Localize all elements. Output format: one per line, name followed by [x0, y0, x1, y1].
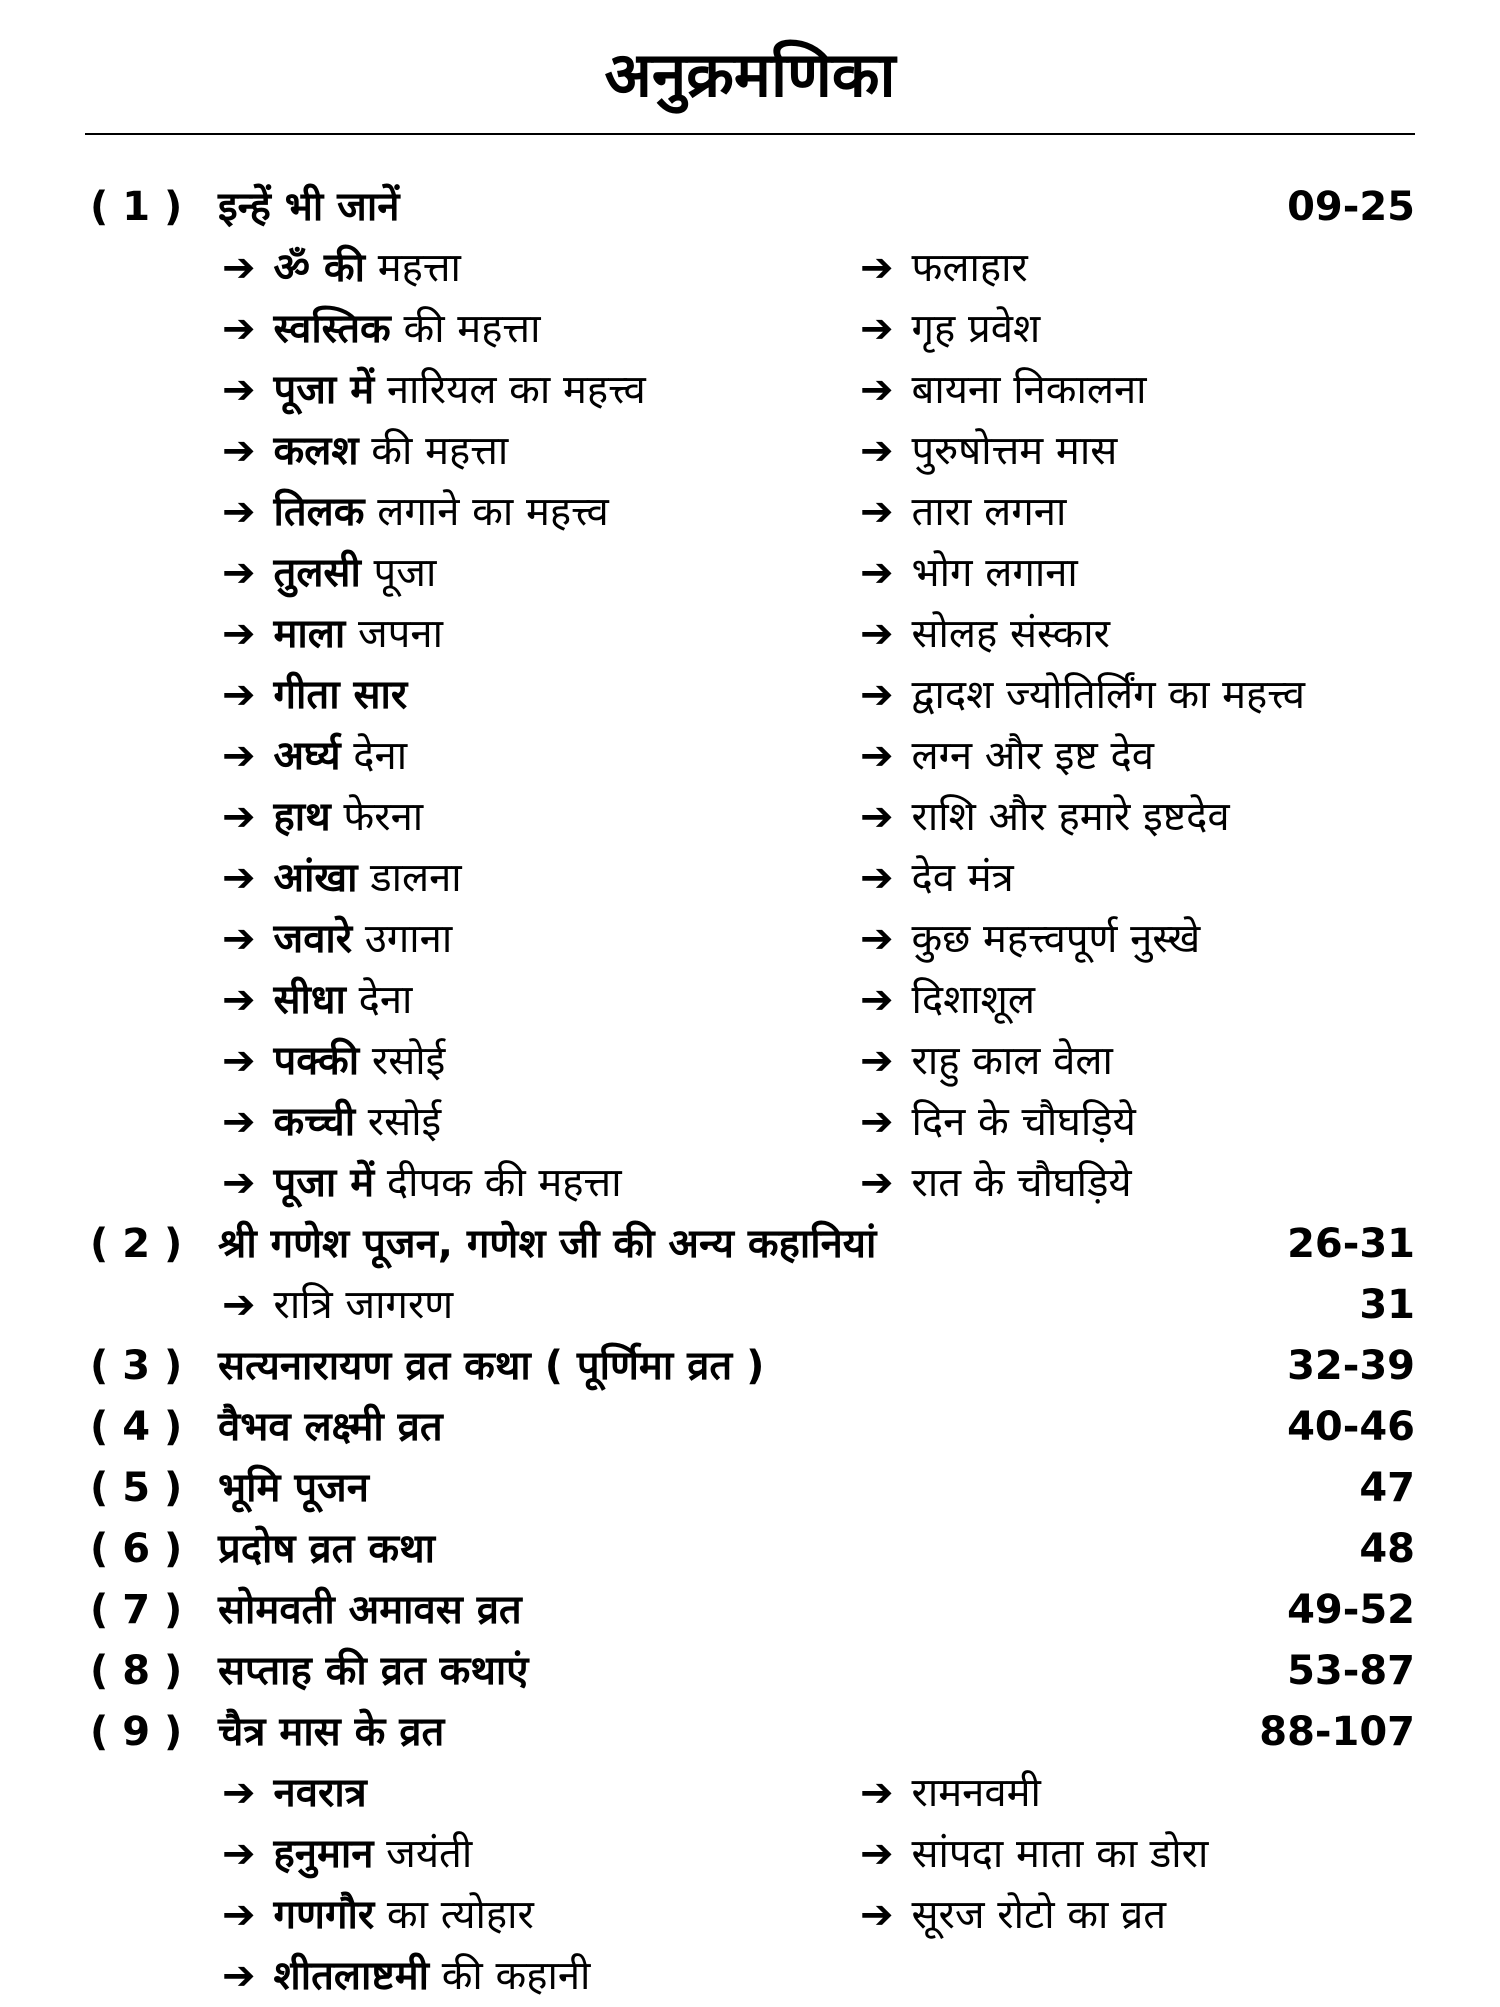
- subitem-left[interactable]: [222, 848, 462, 909]
- right-arrow-icon: ➔: [222, 916, 256, 962]
- toc-section-row[interactable]: [0, 1397, 1500, 1458]
- subitem-right-text: राहु काल वेला: [911, 1038, 1113, 1084]
- subitem-left-bold: स्वस्तिक: [273, 306, 391, 352]
- toc-subitem-row: [0, 726, 1500, 787]
- toc-subitem-row: [0, 909, 1500, 970]
- toc-subitem-row: [0, 848, 1500, 909]
- right-arrow-icon: ➔: [860, 916, 894, 962]
- right-arrow-icon: ➔: [222, 1282, 256, 1328]
- subitem-left[interactable]: [222, 665, 407, 726]
- subitem-right[interactable]: [860, 604, 1110, 665]
- subitem-right-text: पुरुषोत्तम मास: [911, 428, 1118, 474]
- section-number: ( 9 ): [90, 1709, 183, 1755]
- toc-subitem-row: [0, 299, 1500, 360]
- subitem-left-bold: माला: [273, 611, 346, 657]
- toc-section-row[interactable]: [0, 1336, 1500, 1397]
- right-arrow-icon: ➔: [860, 550, 894, 596]
- right-arrow-icon: ➔: [222, 245, 256, 291]
- right-arrow-icon: ➔: [222, 672, 256, 718]
- subitem-left-text: पूजा: [360, 550, 437, 596]
- subitem-left-bold: गीता सार: [273, 672, 408, 718]
- right-arrow-icon: ➔: [860, 977, 894, 1023]
- right-arrow-icon: ➔: [860, 733, 894, 779]
- section-title: चैत्र मास के व्रत: [218, 1709, 445, 1755]
- section-title: भूमि पूजन: [218, 1465, 369, 1511]
- subitem-right-text: तारा लगना: [911, 489, 1067, 535]
- title-divider: [85, 133, 1415, 135]
- toc-section-row[interactable]: [0, 1641, 1500, 1702]
- toc-subitem-row: [0, 970, 1500, 1031]
- right-arrow-icon: ➔: [860, 611, 894, 657]
- section-number: ( 8 ): [90, 1648, 183, 1694]
- section-pages: 88-107: [1259, 1709, 1415, 1755]
- subitem-right[interactable]: [860, 726, 1154, 787]
- section-number: ( 2 ): [90, 1221, 183, 1267]
- right-arrow-icon: ➔: [222, 1770, 256, 1816]
- toc-section-row[interactable]: [0, 1458, 1500, 1519]
- subitem-right[interactable]: [860, 1763, 1041, 1824]
- section-pages: 32-39: [1287, 1343, 1415, 1389]
- toc-subitem-row: [0, 238, 1500, 299]
- section-number: ( 3 ): [90, 1343, 183, 1389]
- subitem-right-text: रात के चौघड़िये: [911, 1160, 1132, 1206]
- section-pages: 40-46: [1287, 1404, 1415, 1450]
- subitem-right[interactable]: [860, 1153, 1132, 1214]
- right-arrow-icon: ➔: [222, 1099, 256, 1145]
- subitem-right-text: रामनवमी: [911, 1770, 1041, 1816]
- right-arrow-icon: ➔: [860, 428, 894, 474]
- subitem-left[interactable]: [222, 970, 412, 1031]
- right-arrow-icon: ➔: [860, 1770, 894, 1816]
- subitem-left-bold: आंखा: [273, 855, 358, 901]
- section-number: ( 7 ): [90, 1587, 183, 1633]
- toc-subitem-row: [0, 421, 1500, 482]
- subitem-right[interactable]: [860, 1031, 1113, 1092]
- subitem-right-text: सांपदा माता का डोरा: [911, 1831, 1209, 1877]
- subitem-right[interactable]: [860, 665, 1305, 726]
- subitem-left-bold: पूजा में: [273, 1160, 375, 1206]
- subitem-left-text: रात्रि जागरण: [273, 1282, 454, 1328]
- toc-subitem-row[interactable]: [0, 1275, 1500, 1336]
- toc-subitem-row: [0, 1885, 1500, 1946]
- subitem-right[interactable]: [860, 360, 1147, 421]
- toc-subitem-row: [0, 360, 1500, 421]
- right-arrow-icon: ➔: [860, 489, 894, 535]
- right-arrow-icon: ➔: [222, 550, 256, 596]
- right-arrow-icon: ➔: [222, 1160, 256, 1206]
- subitem-left[interactable]: [222, 1885, 534, 1946]
- subitem-right-text: दिन के चौघड़िये: [911, 1099, 1136, 1145]
- section-pages: 49-52: [1287, 1587, 1415, 1633]
- subitem-right-text: द्वादश ज्योतिर्लिंग का महत्त्व: [911, 672, 1305, 718]
- subitem-right[interactable]: [860, 1092, 1136, 1153]
- subitem-left[interactable]: [222, 787, 423, 848]
- subitem-right[interactable]: [860, 1824, 1208, 1885]
- section-pages: 48: [1359, 1526, 1415, 1572]
- subitem-right[interactable]: [860, 543, 1078, 604]
- right-arrow-icon: ➔: [860, 245, 894, 291]
- subitem-left-text: जपना: [345, 611, 443, 657]
- subitem-left-bold: कलश: [273, 428, 359, 474]
- right-arrow-icon: ➔: [860, 1892, 894, 1938]
- subitem-right-text: देव मंत्र: [911, 855, 1014, 901]
- subitem-left[interactable]: [222, 1763, 367, 1824]
- subitem-left-bold: हनुमान: [273, 1831, 374, 1877]
- subitem-right[interactable]: [860, 238, 1028, 299]
- toc-subitem-row: [0, 787, 1500, 848]
- subitem-right-text: राशि और हमारे इष्टदेव: [911, 794, 1230, 840]
- right-arrow-icon: ➔: [222, 611, 256, 657]
- subitem-left-text: उगाना: [352, 916, 453, 962]
- subitem-left-text: जयंती: [373, 1831, 473, 1877]
- right-arrow-icon: ➔: [222, 794, 256, 840]
- subitem-right[interactable]: [860, 421, 1117, 482]
- subitem-left-bold: गणगौर: [273, 1892, 375, 1938]
- toc-section-row[interactable]: [0, 1519, 1500, 1580]
- subitem-left[interactable]: [222, 1092, 441, 1153]
- toc-section-row[interactable]: [0, 177, 1500, 238]
- right-arrow-icon: ➔: [860, 306, 894, 352]
- section-title: सत्यनारायण व्रत कथा ( पूर्णिमा व्रत ): [218, 1343, 765, 1389]
- right-arrow-icon: ➔: [860, 672, 894, 718]
- toc-section-row[interactable]: [0, 1580, 1500, 1641]
- subitem-left-text: की कहानी: [429, 1953, 591, 1999]
- right-arrow-icon: ➔: [860, 1099, 894, 1145]
- section-title: श्री गणेश पूजन, गणेश जी की अन्य कहानियां: [218, 1221, 877, 1267]
- subitem-right-text: भोग लगाना: [911, 550, 1078, 596]
- subitem-right-text: कुछ महत्त्वपूर्ण नुस्खे: [911, 916, 1201, 962]
- subitem-left[interactable]: [222, 238, 461, 299]
- right-arrow-icon: ➔: [222, 1953, 256, 1999]
- subitem-right-text: सोलह संस्कार: [911, 611, 1111, 657]
- subitem-left[interactable]: [222, 726, 407, 787]
- subitem-left-bold: कच्ची: [273, 1099, 356, 1145]
- section-title: इन्हें भी जानें: [218, 184, 400, 230]
- toc-section-row[interactable]: [0, 1702, 1500, 1763]
- section-pages: 47: [1359, 1465, 1415, 1511]
- subitem-right[interactable]: [860, 848, 1014, 909]
- right-arrow-icon: ➔: [222, 977, 256, 1023]
- right-arrow-icon: ➔: [860, 1160, 894, 1206]
- right-arrow-icon: ➔: [222, 1038, 256, 1084]
- subitem-left-bold: जवारे: [273, 916, 353, 962]
- subitem-left-text: महत्ता: [365, 245, 461, 291]
- subitem-right-text: सूरज रोटो का व्रत: [911, 1892, 1167, 1938]
- section-pages: 09-25: [1287, 184, 1415, 230]
- subitem-left-text: लगाने का महत्त्व: [364, 489, 609, 535]
- subitem-left[interactable]: [222, 1946, 590, 2007]
- toc-subitem-row: [0, 665, 1500, 726]
- toc-subitem-row: [0, 1031, 1500, 1092]
- subitem-right-text: गृह प्रवेश: [911, 306, 1041, 352]
- right-arrow-icon: ➔: [860, 794, 894, 840]
- page-title: अनुक्रमणिका: [604, 38, 896, 111]
- toc-subitem-row: [0, 604, 1500, 665]
- section-title: सप्ताह की व्रत कथाएं: [218, 1648, 529, 1694]
- right-arrow-icon: ➔: [860, 367, 894, 413]
- subitem-left-text: डालना: [357, 855, 462, 901]
- section-pages: 26-31: [1287, 1221, 1415, 1267]
- toc-subitem-row: [0, 1824, 1500, 1885]
- right-arrow-icon: ➔: [860, 855, 894, 901]
- right-arrow-icon: ➔: [222, 1892, 256, 1938]
- subitem-left-bold: तिलक: [273, 489, 365, 535]
- subitem-left-bold: हाथ: [273, 794, 331, 840]
- subitem-left-text: देना: [340, 733, 408, 779]
- subitem-left: [222, 1275, 453, 1336]
- section-title: वैभव लक्ष्मी व्रत: [218, 1404, 443, 1450]
- subitem-left-bold: शीतलाष्टमी: [273, 1953, 429, 1999]
- subitem-left-bold: पक्की: [273, 1038, 360, 1084]
- toc-subitem-row: [0, 1153, 1500, 1214]
- right-arrow-icon: ➔: [222, 489, 256, 535]
- right-arrow-icon: ➔: [222, 733, 256, 779]
- subitem-pages: 31: [1359, 1282, 1415, 1328]
- subitem-left[interactable]: [222, 421, 508, 482]
- subitem-left-text: की महत्ता: [390, 306, 541, 352]
- subitem-left[interactable]: [222, 909, 452, 970]
- section-title: सोमवती अमावस व्रत: [218, 1587, 522, 1633]
- subitem-left-bold: तुलसी: [273, 550, 361, 596]
- section-number: ( 5 ): [90, 1465, 183, 1511]
- subitem-right[interactable]: [860, 1885, 1166, 1946]
- subitem-right-text: बायना निकालना: [911, 367, 1147, 413]
- subitem-left-text: रसोई: [355, 1099, 442, 1145]
- right-arrow-icon: ➔: [222, 428, 256, 474]
- section-number: ( 1 ): [90, 184, 183, 230]
- subitem-left-bold: अर्घ्य: [273, 733, 341, 779]
- subitem-left[interactable]: [222, 1824, 472, 1885]
- subitem-left-text: देना: [345, 977, 413, 1023]
- toc-subitem-row: [0, 1092, 1500, 1153]
- subitem-left[interactable]: [222, 1031, 445, 1092]
- right-arrow-icon: ➔: [222, 855, 256, 901]
- subitem-left-text: नारियल का महत्त्व: [374, 367, 646, 413]
- right-arrow-icon: ➔: [222, 367, 256, 413]
- subitem-left[interactable]: [222, 482, 609, 543]
- right-arrow-icon: ➔: [860, 1038, 894, 1084]
- table-of-contents: [0, 177, 1500, 2007]
- subitem-right[interactable]: [860, 482, 1066, 543]
- subitem-right[interactable]: [860, 970, 1035, 1031]
- toc-subitem-row: [0, 1763, 1500, 1824]
- subitem-left-text: की महत्ता: [358, 428, 509, 474]
- subitem-left-bold: नवरात्र: [273, 1770, 367, 1816]
- subitem-left[interactable]: [222, 1153, 622, 1214]
- subitem-left-bold: सीधा: [273, 977, 346, 1023]
- subitem-right-text: फलाहार: [911, 245, 1028, 291]
- section-title: प्रदोष व्रत कथा: [218, 1526, 436, 1572]
- toc-subitem-row: [0, 482, 1500, 543]
- toc-subitem-row: [0, 543, 1500, 604]
- subitem-right[interactable]: [860, 299, 1040, 360]
- subitem-right[interactable]: [860, 787, 1230, 848]
- toc-subitem-row: [0, 1946, 1500, 2007]
- section-number: ( 4 ): [90, 1404, 183, 1450]
- subitem-left-bold: ॐ की: [273, 245, 366, 291]
- subitem-left-text: का त्योहार: [374, 1892, 534, 1938]
- subitem-left-text: रसोई: [359, 1038, 446, 1084]
- subitem-left[interactable]: [222, 360, 646, 421]
- toc-section-row[interactable]: [0, 1214, 1500, 1275]
- subitem-right-text: लग्न और इष्ट देव: [911, 733, 1154, 779]
- subitem-left-bold: पूजा में: [273, 367, 375, 413]
- section-pages: 53-87: [1287, 1648, 1415, 1694]
- subitem-right[interactable]: [860, 909, 1200, 970]
- right-arrow-icon: ➔: [222, 1831, 256, 1877]
- subitem-left[interactable]: [222, 604, 443, 665]
- subitem-right-text: दिशाशूल: [911, 977, 1035, 1023]
- subitem-left[interactable]: [222, 543, 436, 604]
- subitem-left[interactable]: [222, 299, 540, 360]
- right-arrow-icon: ➔: [860, 1831, 894, 1877]
- right-arrow-icon: ➔: [222, 306, 256, 352]
- section-number: ( 6 ): [90, 1526, 183, 1572]
- subitem-left-text: दीपक की महत्ता: [374, 1160, 622, 1206]
- subitem-left-text: फेरना: [330, 794, 424, 840]
